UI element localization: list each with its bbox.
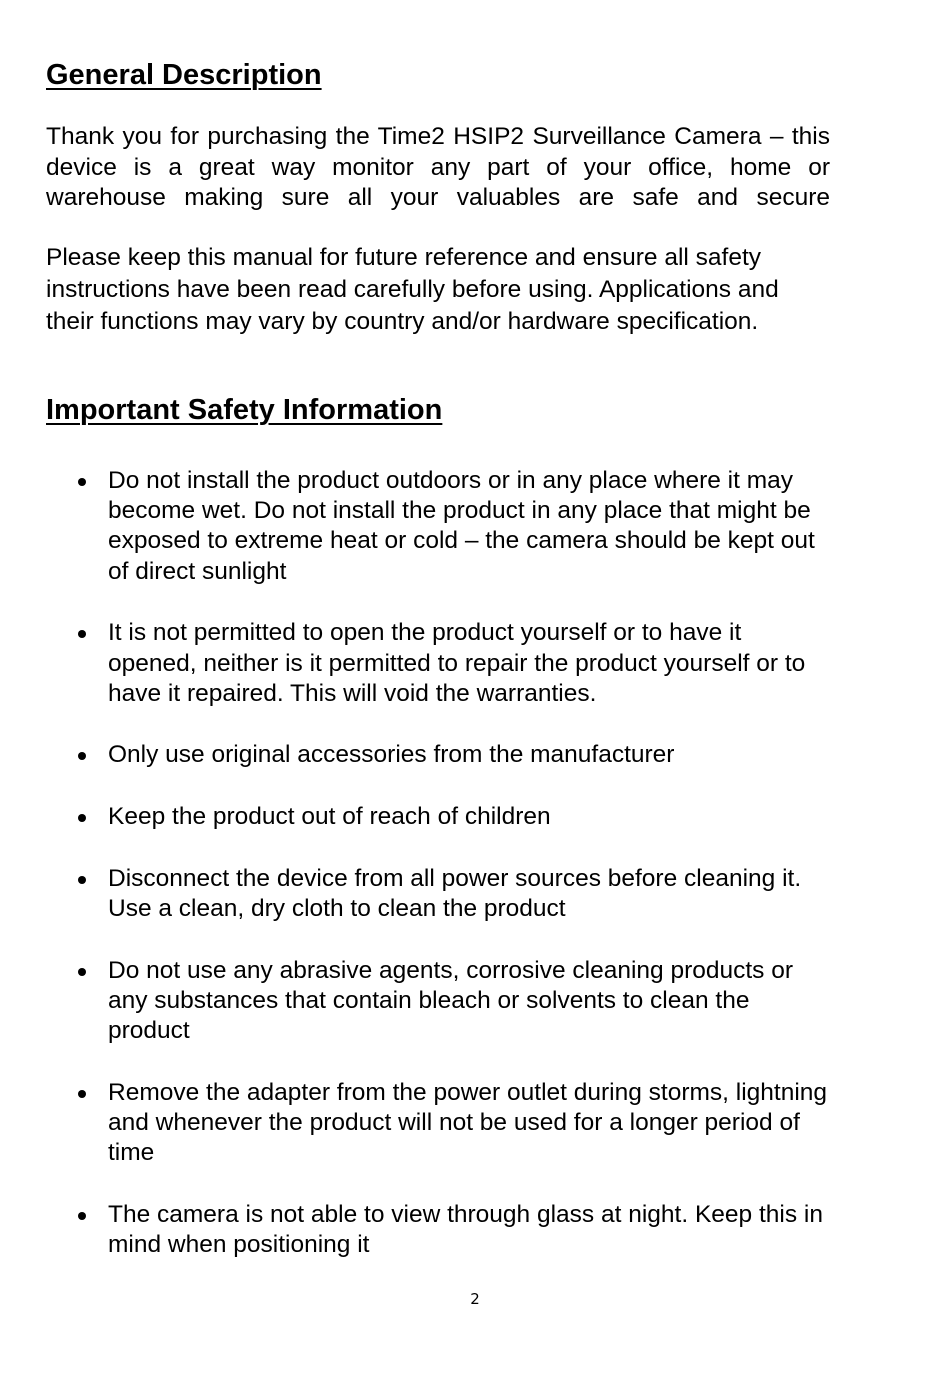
safety-item-text: Do not install the product outdoors or in any place where it may become wet. Do not install the product in any place that might be exposed to extreme heat or cold – the camera should be kept out of direct sunlight bbox=[108, 467, 815, 585]
bullet-icon bbox=[78, 814, 86, 822]
safety-item bbox=[46, 618, 828, 709]
safety-item-text: Only use original accessories from the manufacturer bbox=[108, 741, 675, 769]
safety-item bbox=[46, 956, 828, 1047]
bullet-icon bbox=[78, 968, 86, 976]
safety-item bbox=[46, 740, 828, 770]
intro-paragraph: Thank you for purchasing the Time2 HSIP2 Surveillance Camera – this device is a great way monitor any part of your office, home or warehouse making sure all your valuables are safe and secure bbox=[46, 123, 830, 211]
safety-item bbox=[46, 864, 828, 924]
bullet-icon bbox=[78, 630, 86, 638]
bullet-icon bbox=[78, 1212, 86, 1220]
page-number: 2 bbox=[470, 1290, 480, 1308]
bullet-icon bbox=[78, 478, 86, 486]
safety-item-text: Disconnect the device from all power sources before cleaning it. Use a clean, dry cloth to clean the product bbox=[108, 864, 802, 923]
bullet-icon bbox=[78, 752, 86, 760]
safety-item-text: The camera is not able to view through glass at night. Keep this in mind when positioning it bbox=[108, 1200, 823, 1259]
safety-item bbox=[46, 466, 828, 587]
bullet-icon bbox=[78, 1090, 86, 1098]
general-description-heading: General Description bbox=[46, 59, 322, 91]
safety-item-text: Do not use any abrasive agents, corrosive cleaning products or any substances that contain bleach or solvents to clean the product bbox=[108, 956, 794, 1045]
manual-reference-paragraph: Please keep this manual for future reference and ensure all safety instructions have been read carefully before using. Applications and their functions may vary by country and/or hardware specification. bbox=[46, 244, 779, 335]
safety-list bbox=[46, 466, 836, 1292]
safety-item bbox=[46, 1200, 828, 1260]
safety-item bbox=[46, 802, 828, 832]
safety-item-text: It is not permitted to open the product yourself or to have it opened, neither is it permitted to repair the product yourself or to have it repaired. This will void the warranties. bbox=[108, 619, 806, 707]
safety-item bbox=[46, 1078, 828, 1169]
safety-item-text: Remove the adapter from the power outlet during storms, lightning and whenever the product will not be used for a longer period of time bbox=[108, 1078, 828, 1167]
safety-item-text: Keep the product out of reach of children bbox=[108, 803, 551, 831]
bullet-icon bbox=[78, 876, 86, 884]
safety-information-heading: Important Safety Information bbox=[46, 394, 443, 426]
